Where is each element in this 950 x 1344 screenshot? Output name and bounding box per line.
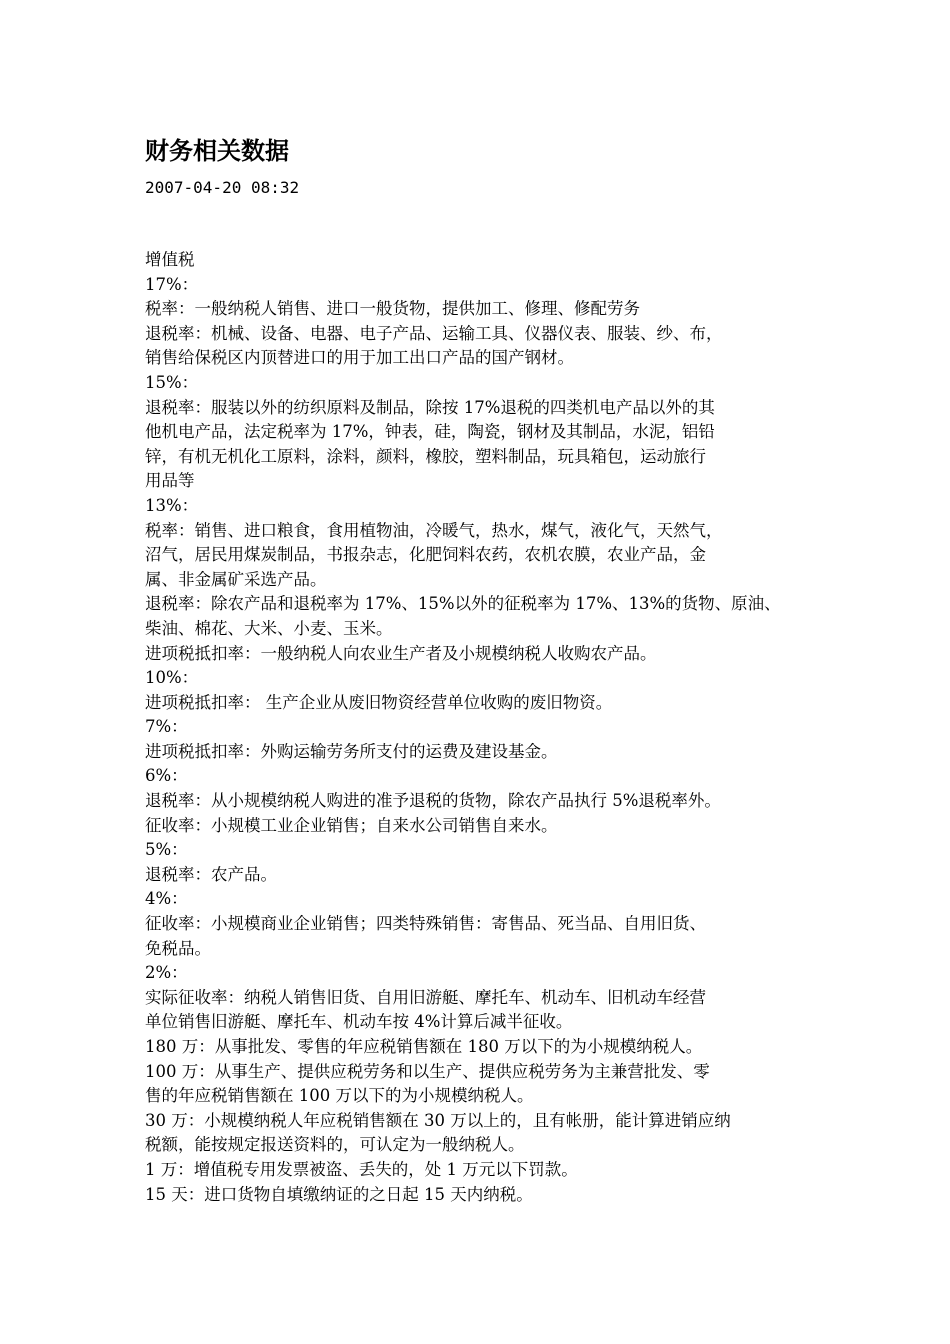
- text-line: 实际征收率：纳税人销售旧货、自用旧游艇、摩托车、机动车、旧机动车经营: [145, 987, 706, 1007]
- text-line: 免税品。: [145, 938, 211, 958]
- text-line: 15 天：进口货物自填缴纳证的之日起 15 天内纳税。: [145, 1184, 533, 1204]
- text-line: 柴油、棉花、大米、小麦、玉米。: [145, 618, 393, 638]
- text-line: 税率：销售、进口粮食，食用植物油，冷暖气，热水，煤气，液化气，天然气，: [145, 520, 723, 540]
- text-line: 5%：: [145, 840, 188, 860]
- text-line: 他机电产品，法定税率为 17%，钟表，硅，陶瓷，钢材及其制品，水泥，铝铅: [145, 422, 715, 442]
- text-line: 2%：: [145, 963, 188, 983]
- text-line: 税额，能按规定报送资料的，可认定为一般纳税人。: [145, 1135, 525, 1155]
- text-line: 30 万：小规模纳税人年应税销售额在 30 万以上的，且有帐册，能计算进销应纳: [145, 1110, 731, 1130]
- text-line: 进项税抵扣率：外购运输劳务所支付的运费及建设基金。: [145, 741, 558, 761]
- text-line: 4%：: [145, 889, 188, 909]
- text-line: 7%：: [145, 717, 188, 737]
- post-timestamp: 2007-04-20 08:32: [145, 178, 300, 197]
- text-line: 退税率：从小规模纳税人购进的准予退税的货物，除农产品执行 5%退税率外。: [145, 791, 721, 811]
- text-line: 税率：一般纳税人销售、进口一般货物，提供加工、修理、修配劳务: [145, 299, 640, 319]
- page-title: 财务相关数据: [145, 136, 289, 165]
- text-line: 征收率：小规模工业企业销售；自来水公司销售自来水。: [145, 815, 558, 835]
- text-line: 180 万：从事批发、零售的年应税销售额在 180 万以下的为小规模纳税人。: [145, 1037, 703, 1056]
- text-line: 锌，有机无机化工原料，涂料，颜料，橡胶，塑料制品，玩具箱包，运动旅行: [145, 446, 706, 466]
- text-line: 属、非金属矿采选产品。: [145, 569, 327, 589]
- text-line: 100 万：从事生产、提供应税劳务和以生产、提供应税劳务为主兼营批发、零: [145, 1061, 710, 1081]
- text-line: 征收率：小规模商业企业销售；四类特殊销售：寄售品、死当品、自用旧货、: [145, 914, 706, 934]
- text-line: 17%：: [145, 274, 199, 294]
- text-line: 退税率：机械、设备、电器、电子产品、运输工具、仪器仪表、服装、纱、布，: [145, 323, 723, 343]
- text-line: 6%：: [145, 766, 188, 786]
- text-line: 进项税抵扣率： 生产企业从废旧物资经营单位收购的废旧物资。: [145, 692, 613, 712]
- text-line: 15%：: [145, 372, 199, 392]
- text-line: 用品等: [145, 471, 195, 491]
- text-line: 进项税抵扣率：一般纳税人向农业生产者及小规模纳税人收购农产品。: [145, 643, 657, 663]
- text-line: 1 万：增值税专用发票被盗、丢失的，处 1 万元以下罚款。: [145, 1159, 578, 1179]
- text-line: 退税率：服装以外的纺织原料及制品，除按 17%退税的四类机电产品以外的其: [145, 397, 715, 417]
- document-body: [145, 248, 825, 1207]
- text-line: 单位销售旧游艇、摩托车、机动车按 4%计算后减半征收。: [145, 1012, 573, 1032]
- text-line: 销售给保税区内顶替进口的用于加工出口产品的国产钢材。: [145, 348, 574, 368]
- text-line: 13%：: [145, 495, 199, 515]
- text-line: 沼气，居民用煤炭制品，书报杂志，化肥饲料农药，农机农膜，农业产品，金: [145, 545, 706, 565]
- text-line: 增值税: [145, 250, 195, 269]
- text-line: 售的年应税销售额在 100 万以下的为小规模纳税人。: [145, 1086, 534, 1106]
- text-line: 退税率：除农产品和退税率为 17%、15%以外的征税率为 17%、13%的货物、原油、: [145, 594, 781, 614]
- text-line: 10%：: [145, 668, 199, 688]
- text-line: 退税率：农产品。: [145, 864, 277, 884]
